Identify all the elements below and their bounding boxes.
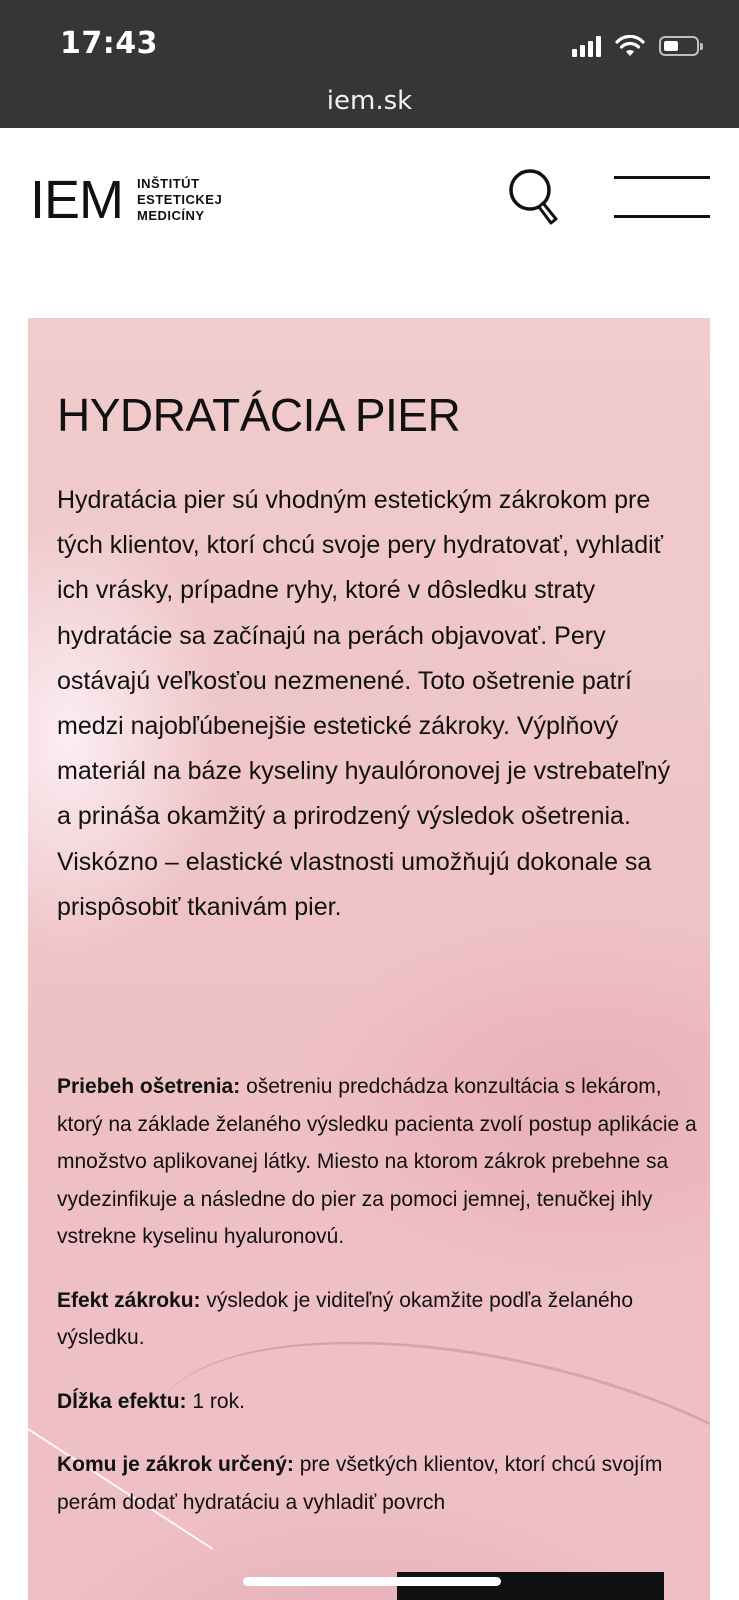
detail-target <box>57 1446 697 1521</box>
page-title: HYDRATÁCIA PIER <box>57 389 461 441</box>
logo-subtitle-line: ESTETICKEJ <box>137 192 223 207</box>
detail-text: výsledok je viditeľný okamžite podľa želaného výsledku. <box>57 1288 634 1349</box>
detail-text: ošetreniu predchádza konzultácia s lekárom, ktorý na základe želaného výsledku pacienta zvolí postup aplikácie a množstvo aplikovanej látky. Miesto na ktorom zákrok prebehne sa vydezinfikuje a následne do pier za pomoci jemnej, tenučkej ihly vstrekne kyselinu hyaluronovú. <box>57 1075 697 1248</box>
detail-text: 1 rok. <box>186 1389 245 1413</box>
status-icons <box>572 32 699 60</box>
battery-icon <box>659 36 699 56</box>
treatment-card <box>28 318 710 1600</box>
treatment-details <box>57 1068 697 1547</box>
detail-procedure <box>57 1068 697 1256</box>
search-icon <box>505 166 575 236</box>
detail-label: Efekt zákroku: <box>57 1288 201 1312</box>
url-bar[interactable]: iem.sk <box>326 86 413 116</box>
detail-label: Komu je zákrok určený: <box>57 1453 294 1476</box>
site-header <box>0 128 739 318</box>
browser-top-bar <box>0 0 739 128</box>
detail-label: Dĺžka efektu: <box>57 1389 187 1413</box>
logo-subtitle <box>137 176 222 224</box>
signal-icon <box>572 35 601 57</box>
search-button[interactable] <box>505 166 575 236</box>
status-time: 17:43 <box>60 26 158 61</box>
home-indicator[interactable] <box>243 1577 501 1586</box>
detail-label: Priebeh ošetrenia: <box>57 1075 241 1098</box>
intro-paragraph: Hydratácia pier sú vhodným estetickým zákrokom pre tých klientov, ktorí chcú svoje pery hydratovať, vyhladiť ich vrásky, prípadne ryhy, ktoré v dôsledku straty hydratácie sa začínajú na perách objavovať. Pery ostávajú veľkosťou nezmenené. Toto ošetrenie patrí medzi najobľúbenejšie estetické zákroky. Výplňový materiál na báze kyseliny hyaulóronovej je vstrebateľný a prináša okamžitý a prirodzený výsledok ošetrenia. Viskózno – elastické vlastnosti umožňujú dokonale sa prispôsobiť tkanivám pier. <box>57 486 671 921</box>
logo-subtitle-line: MEDICÍNY <box>137 208 205 223</box>
hamburger-menu-icon[interactable] <box>614 176 710 220</box>
wifi-icon <box>615 35 645 57</box>
detail-text: pre všetkých klientov, ktorí chcú svojím perám dodať hydratáciu a vyhladiť povrch <box>57 1453 663 1514</box>
detail-duration <box>57 1383 697 1421</box>
logo-subtitle-line: INŠTITÚT <box>137 176 200 191</box>
site-logo[interactable] <box>30 170 223 230</box>
logo-mark: IEM <box>30 170 124 230</box>
detail-effect <box>57 1282 697 1357</box>
